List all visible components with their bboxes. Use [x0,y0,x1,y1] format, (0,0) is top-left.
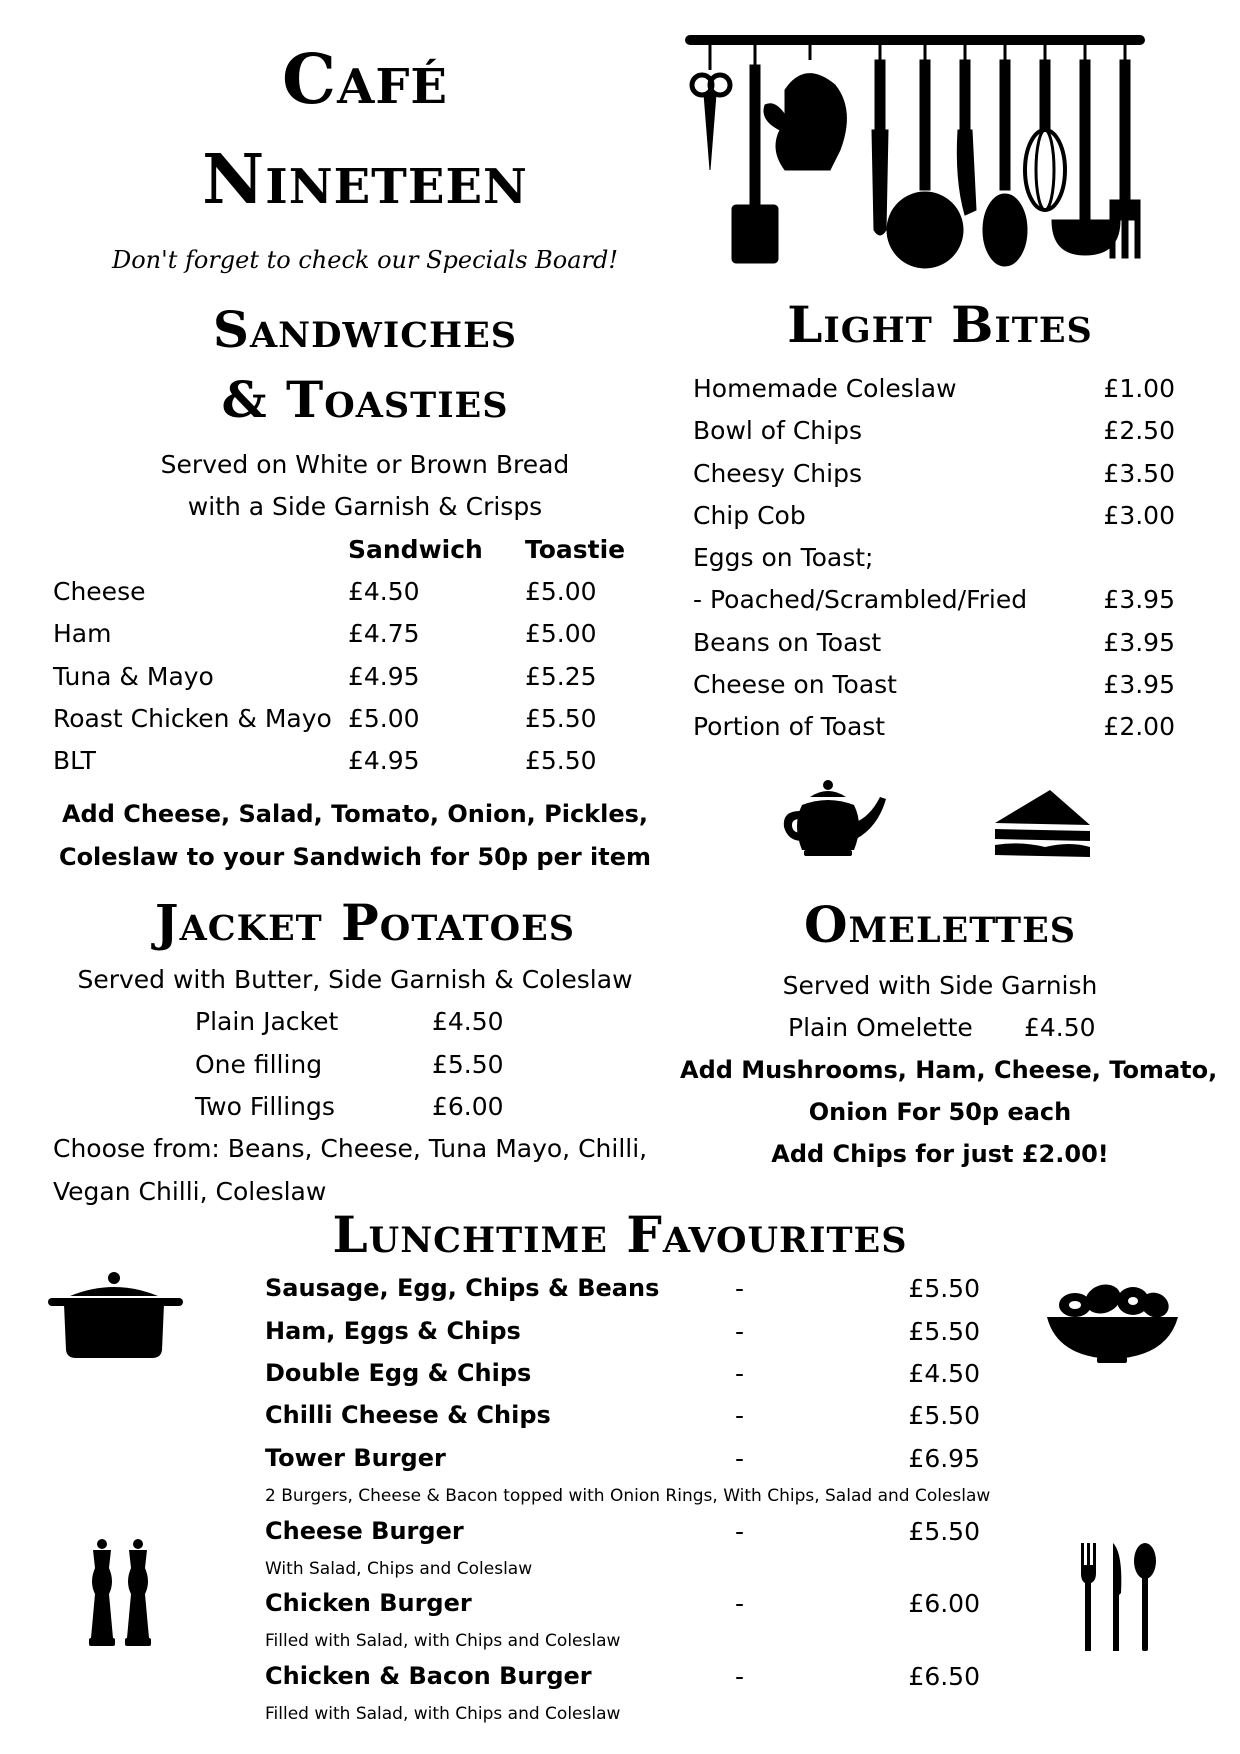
jacket-price: £6.00 [432,1092,504,1121]
omelette-add-line2: Onion For 50p each [808,1098,1072,1126]
lunch-note: Filled with Salad, with Chips and Coleslaw [265,1631,621,1651]
col-header-toastie: Toastie [525,535,626,564]
jacket-title: Jacket Potatoes [154,893,576,952]
lunch-price: £5.50 [908,1317,980,1346]
light-bite-price: £2.00 [1103,712,1175,741]
sandwiches-title-line2: & Toasties [221,370,509,429]
omelette-add-line1: Add Mushrooms, Ham, Cheese, Tomato, [680,1056,1218,1084]
light-bite-name: Bowl of Chips [693,416,862,445]
toastie-price: £5.00 [525,577,597,606]
lunch-name: Cheese Burger [265,1517,464,1545]
light-bite-price: £1.00 [1103,374,1175,403]
teapot-icon [780,775,890,865]
lunch-price: £5.50 [908,1517,980,1546]
cooking-pot-icon [48,1270,183,1360]
sandwich-price: £4.95 [348,746,420,775]
toastie-price: £5.50 [525,704,597,733]
sandwich-name: Roast Chicken & Mayo [53,704,332,733]
light-bite-price: £3.95 [1103,628,1175,657]
sandwiches-desc-line2: with a Side Garnish & Crisps [187,492,543,521]
light-bite-price: £3.95 [1103,585,1175,614]
lunch-name: Ham, Eggs & Chips [265,1317,521,1345]
lunch-name: Chilli Cheese & Chips [265,1401,551,1429]
specials-tagline: Don't forget to check our Specials Board! [111,246,619,274]
lunch-note: Filled with Salad, with Chips and Coleslaw [265,1704,621,1724]
jacket-name: One filling [195,1050,323,1079]
light-bite-price: £3.00 [1103,501,1175,530]
cutlery-icon [1075,1543,1160,1653]
sandwich-price: £4.95 [348,662,420,691]
lunch-dash: - [735,1662,745,1691]
lunch-price: £6.00 [908,1589,980,1618]
sandwich-name: Cheese [53,577,146,606]
lunch-dash: - [735,1589,745,1618]
lunch-note: 2 Burgers, Cheese & Bacon topped with Onion Rings, With Chips, Salad and Coleslaw [265,1486,991,1506]
lunch-dash: - [735,1517,745,1546]
omelettes-title: Omelettes [803,895,1077,954]
light-bite-price: £3.50 [1103,459,1175,488]
jacket-name: Plain Jacket [195,1007,339,1036]
lunchtime-title: Lunchtime Favourites [332,1205,908,1264]
lunch-name: Chicken Burger [265,1589,472,1617]
sandwich-name: BLT [53,746,96,775]
sandwich-price: £5.00 [348,704,420,733]
light-bites-title: Light Bites [787,295,1093,354]
jacket-price: £4.50 [432,1007,504,1036]
sandwich-addon-line2: Coleslaw to your Sandwich for 50p per item [58,843,652,871]
light-bite-name: Homemade Coleslaw [693,374,957,403]
sandwiches-title-line1: Sandwiches [212,300,518,359]
sandwich-price: £4.75 [348,619,420,648]
lunch-price: £6.50 [908,1662,980,1691]
light-bite-name: Cheesy Chips [693,459,862,488]
salt-pepper-icon [85,1538,155,1648]
light-bite-price: £3.95 [1103,670,1175,699]
cafe-name-line2: Nineteen [202,140,528,220]
sandwich-name: Ham [53,619,112,648]
jacket-choose-line2: Vegan Chilli, Coleslaw [53,1177,327,1206]
lunch-name: Tower Burger [265,1444,446,1472]
light-bite-name: Eggs on Toast; [693,543,874,572]
lunch-dash: - [735,1401,745,1430]
light-bite-name: Cheese on Toast [693,670,897,699]
lunch-dash: - [735,1359,745,1388]
toastie-price: £5.00 [525,619,597,648]
omelette-plain-price: £4.50 [1024,1013,1096,1042]
sandwiches-desc-line1: Served on White or Brown Bread [160,450,570,479]
lunch-name: Double Egg & Chips [265,1359,532,1387]
lunch-price: £6.95 [908,1444,980,1473]
omelette-add-line3: Add Chips for just £2.00! [771,1140,1109,1168]
lunch-name: Sausage, Egg, Chips & Beans [265,1274,660,1302]
lunch-dash: - [735,1274,745,1303]
sandwich-icon [990,785,1100,865]
utensils-rack-icon [680,30,1150,270]
cafe-name-line1: Café [281,40,449,120]
sandwich-price: £4.50 [348,577,420,606]
lunch-dash: - [735,1444,745,1473]
col-header-sandwich: Sandwich [348,535,483,564]
toastie-price: £5.50 [525,746,597,775]
light-bite-name: - Poached/Scrambled/Fried [693,585,1028,614]
lunch-note: With Salad, Chips and Coleslaw [265,1559,533,1579]
omelette-plain-name: Plain Omelette [788,1013,973,1042]
lunch-price: £5.50 [908,1274,980,1303]
sandwich-addon-line1: Add Cheese, Salad, Tomato, Onion, Pickles, [61,800,649,828]
lunch-dash: - [735,1317,745,1346]
light-bite-name: Portion of Toast [693,712,886,741]
light-bite-price: £2.50 [1103,416,1175,445]
toastie-price: £5.25 [525,662,597,691]
sandwich-name: Tuna & Mayo [53,662,214,691]
jacket-choose-line1: Choose from: Beans, Cheese, Tuna Mayo, Chilli, [53,1134,648,1163]
lunch-name: Chicken & Bacon Burger [265,1662,592,1690]
jacket-desc: Served with Butter, Side Garnish & Coleslaw [77,965,633,994]
light-bite-name: Chip Cob [693,501,806,530]
jacket-price: £5.50 [432,1050,504,1079]
lunch-price: £5.50 [908,1401,980,1430]
jacket-name: Two Fillings [195,1092,335,1121]
salad-bowl-icon [1045,1275,1180,1365]
light-bite-name: Beans on Toast [693,628,882,657]
lunch-price: £4.50 [908,1359,980,1388]
omelettes-desc: Served with Side Garnish [782,971,1098,1000]
